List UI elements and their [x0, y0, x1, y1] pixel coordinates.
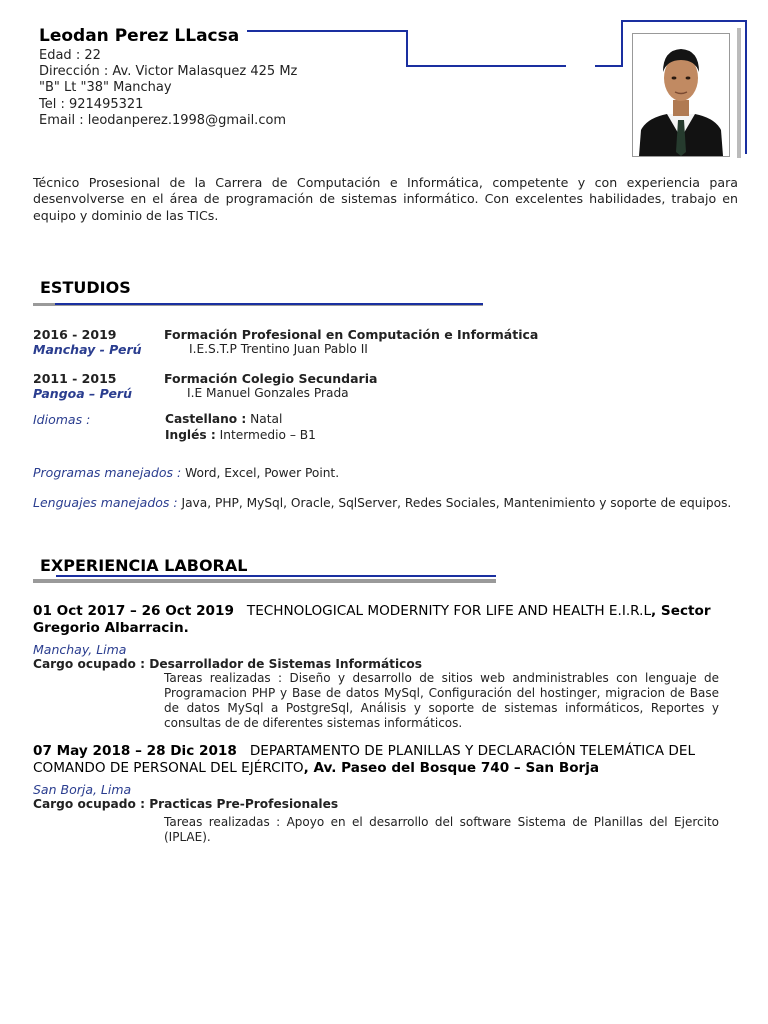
photo-shadow-line [737, 28, 741, 158]
language-level: Intermedio – B1 [219, 428, 316, 442]
languages-label: Idiomas : [33, 412, 91, 427]
header-line-right-edge [745, 20, 747, 154]
header-line-top [247, 30, 407, 32]
profile-summary: Técnico Prosesional de la Carrera de Computación e Informática, competente y con experiencia para desenvolverse en el área de programación de sistemas informático. Con excelentes habilidades, trabajo en equipo y dominio de las TICs. [33, 175, 738, 223]
language-level: Natal [250, 412, 283, 426]
section-underline-blue [56, 575, 496, 577]
job-company-rest: , Sector Gregorio Albarracin. [33, 603, 711, 636]
section-title-studies: ESTUDIOS [40, 278, 131, 297]
header-line-right-vertical [621, 20, 623, 67]
programs-value: Word, Excel, Power Point. [185, 466, 340, 480]
job-tasks: Tareas realizadas : Apoyo en el desarrollo del software Sistema de Planillas del Ejercito (IPLAE). [164, 815, 719, 844]
study-school: I.E Manuel Gonzales Prada [187, 386, 349, 400]
study-degree: Formación Colegio Secundaria [164, 371, 378, 386]
prog-languages-line [33, 495, 731, 510]
contact-phone: Tel : 921495321 [39, 96, 144, 112]
prog-languages-value: Java, PHP, MySql, Oracle, SqlServer, Redes Sociales, Mantenimiento y soporte de equipos. [181, 496, 732, 510]
job-company: TECHNOLOGICAL MODERNITY FOR LIFE AND HEALTH E.I.R.L [246, 603, 652, 619]
language-name: Inglés : [165, 428, 216, 442]
contact-address-2: "B" Lt "38" Manchay [39, 80, 172, 96]
section-title-experience: EXPERIENCIA LABORAL [40, 556, 248, 575]
job-location: Manchay, Lima [33, 642, 127, 657]
job-company-rest: , Av. Paseo del Bosque 740 – San Borja [303, 760, 600, 776]
job-header [33, 743, 723, 777]
contact-email: Email : leodanperez.1998@gmail.com [39, 112, 287, 128]
job-header [33, 603, 723, 637]
study-years: 2011 - 2015 [33, 371, 117, 386]
prog-languages-label: Lenguajes manejados : [33, 495, 178, 510]
header-line-mid [406, 65, 566, 67]
study-place: Pangoa – Perú [33, 386, 132, 401]
study-place: Manchay - Perú [33, 342, 142, 357]
job-role: Desarrollador de Sistemas Informáticos [149, 657, 423, 671]
language-item [165, 412, 282, 426]
study-degree: Formación Profesional en Computación e Informática [164, 327, 539, 342]
section-underline-gray [33, 579, 496, 583]
candidate-name: Leodan Perez LLacsa [39, 26, 240, 46]
header-line-right-short [595, 65, 623, 67]
job-location: San Borja, Lima [33, 782, 132, 797]
job-role-label: Cargo ocupado : [33, 657, 145, 671]
contact-age: Edad : 22 [39, 48, 101, 63]
person-photo-icon [633, 34, 729, 156]
language-name: Castellano : [165, 412, 247, 426]
job-role-line [33, 657, 422, 671]
job-company: DEPARTAMENTO DE PLANILLAS Y DECLARACIÓN TELEMÁTICA DEL COMANDO DE PERSONAL DEL EJÉRCITO [33, 743, 696, 776]
contact-address: Dirección : Av. Victor Malasquez 425 Mz [39, 64, 298, 80]
header-line-right-top [621, 20, 747, 22]
profile-photo [632, 33, 730, 157]
header-line-vertical [406, 30, 408, 67]
programs-line [33, 465, 339, 480]
language-item [165, 428, 316, 442]
job-role: Practicas Pre-Profesionales [149, 797, 339, 811]
study-years: 2016 - 2019 [33, 327, 117, 342]
section-underline-blue [55, 303, 483, 305]
job-role-line [33, 797, 338, 811]
job-tasks: Tareas realizadas : Diseño y desarrollo de sitios web andministrables con lenguaje de Programacion PHP y Base de datos MySql, Configuración del hostinger, migracion de Base de datos MySql a PostgreSql, Análisis y soporte de sistemas informáticos, Reportes y consultas de de diferentes sistemas informáticos. [164, 671, 719, 730]
job-dates: 07 May 2018 – 28 Dic 2018 [33, 743, 237, 759]
study-school: I.E.S.T.P Trentino Juan Pablo II [189, 342, 368, 356]
programs-label: Programas manejados : [33, 465, 182, 480]
job-dates: 01 Oct 2017 – 26 Oct 2019 [33, 603, 234, 619]
contact-block [39, 48, 297, 129]
job-role-label: Cargo ocupado : [33, 797, 145, 811]
